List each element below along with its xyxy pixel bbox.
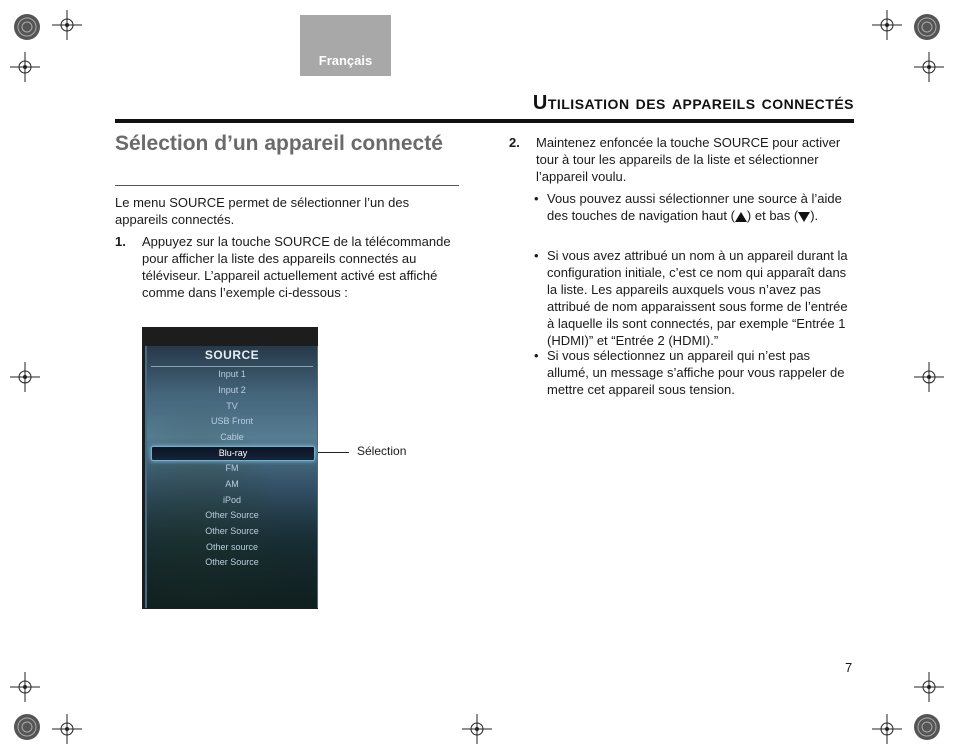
source-menu-item: Other Source bbox=[205, 510, 259, 520]
step-2-number: 2. bbox=[509, 135, 520, 150]
source-menu-panel bbox=[145, 346, 318, 608]
bullet-text: Si vous avez attribué un nom à un appareil durant la configuration initiale, c’est ce nom qui apparaît dans la liste. Les appareils auxquels vous n’avez pas attribué de nom apparaissent sous forme de l’entrée à laquelle ils sont connectés, par exemple “Entrée 1 (HDMI)” et “Entrée 2 (HDMI).” bbox=[547, 248, 848, 348]
source-menu-item: Other Source bbox=[205, 557, 259, 567]
bullet-text: Si vous sélectionnez un appareil qui n’est pas allumé, un message s’affiche pour vous rappeler de mettre cet appareil sous tension. bbox=[547, 348, 845, 397]
source-menu-item: iPod bbox=[222, 495, 241, 505]
bullet-text-part: ) et bas ( bbox=[746, 208, 799, 223]
heading-divider bbox=[115, 185, 459, 186]
callout-label: Sélection bbox=[357, 444, 407, 458]
bullet-marker: • bbox=[534, 248, 539, 263]
crosshair-mark-icon bbox=[914, 362, 944, 392]
step-1-number: 1. bbox=[115, 234, 126, 249]
crosshair-mark-icon bbox=[914, 672, 944, 702]
crop-mark-circle-icon bbox=[912, 12, 942, 42]
bullet-marker: • bbox=[534, 191, 539, 206]
crosshair-mark-icon bbox=[10, 672, 40, 702]
page-heading: Sélection d’un appareil connecté bbox=[115, 132, 443, 155]
section-divider bbox=[115, 119, 854, 123]
source-menu-title: SOURCE bbox=[204, 348, 260, 362]
crop-mark-circle-icon bbox=[912, 712, 942, 742]
crosshair-mark-icon bbox=[52, 10, 82, 40]
source-menu-screenshot bbox=[142, 327, 318, 609]
step-1-text: Appuyez sur la touche SOURCE de la télécommande pour afficher la liste des appareils connectés au téléviseur. L’appareil actuellement activé est affiché comme dans l’exemple ci-dessous : bbox=[142, 234, 451, 300]
source-menu-item: USB Front bbox=[210, 416, 253, 426]
source-menu-title-divider bbox=[151, 366, 313, 367]
crosshair-mark-icon bbox=[462, 714, 492, 744]
source-menu-item: Other source bbox=[205, 542, 259, 552]
source-menu-item: Other Source bbox=[205, 526, 259, 536]
bullet-text-part: Vous pouvez aussi sélectionner une source à l’aide des touches de navigation haut ( bbox=[547, 191, 842, 223]
source-menu-item-selected: Blu-ray bbox=[151, 446, 315, 461]
crosshair-mark-icon bbox=[914, 52, 944, 82]
crosshair-mark-icon bbox=[10, 362, 40, 392]
page-number: 7 bbox=[845, 660, 853, 675]
crosshair-mark-icon bbox=[52, 714, 82, 744]
arrow-down-icon bbox=[798, 212, 810, 222]
crosshair-mark-icon bbox=[872, 10, 902, 40]
callout-leader-line bbox=[318, 452, 349, 453]
source-menu-item: Cable bbox=[220, 432, 244, 442]
language-tab bbox=[300, 15, 391, 76]
source-menu-item: Input 2 bbox=[218, 385, 246, 395]
source-menu-item: TV bbox=[226, 401, 238, 411]
language-tab-label: Français bbox=[318, 53, 373, 68]
source-menu-item: Input 1 bbox=[218, 369, 246, 379]
crosshair-mark-icon bbox=[10, 52, 40, 82]
section-title: Utilisation des appareils connectés bbox=[532, 92, 854, 114]
source-menu-item: FM bbox=[225, 463, 239, 473]
crosshair-mark-icon bbox=[872, 714, 902, 744]
bullet-marker: • bbox=[534, 348, 539, 363]
source-menu-item: AM bbox=[225, 479, 239, 489]
arrow-up-icon bbox=[735, 212, 747, 222]
bullet-text-part: ). bbox=[810, 208, 819, 223]
crop-mark-circle-icon bbox=[12, 12, 42, 42]
crop-mark-circle-icon bbox=[12, 712, 42, 742]
intro-paragraph: Le menu SOURCE permet de sélectionner l’un des appareils connectés. bbox=[115, 195, 410, 227]
bullet-text bbox=[547, 190, 852, 224]
step-2-text: Maintenez enfoncée la touche SOURCE pour activer tour à tour les appareils de la liste et sélectionner l’appareil voulu. bbox=[536, 135, 841, 184]
